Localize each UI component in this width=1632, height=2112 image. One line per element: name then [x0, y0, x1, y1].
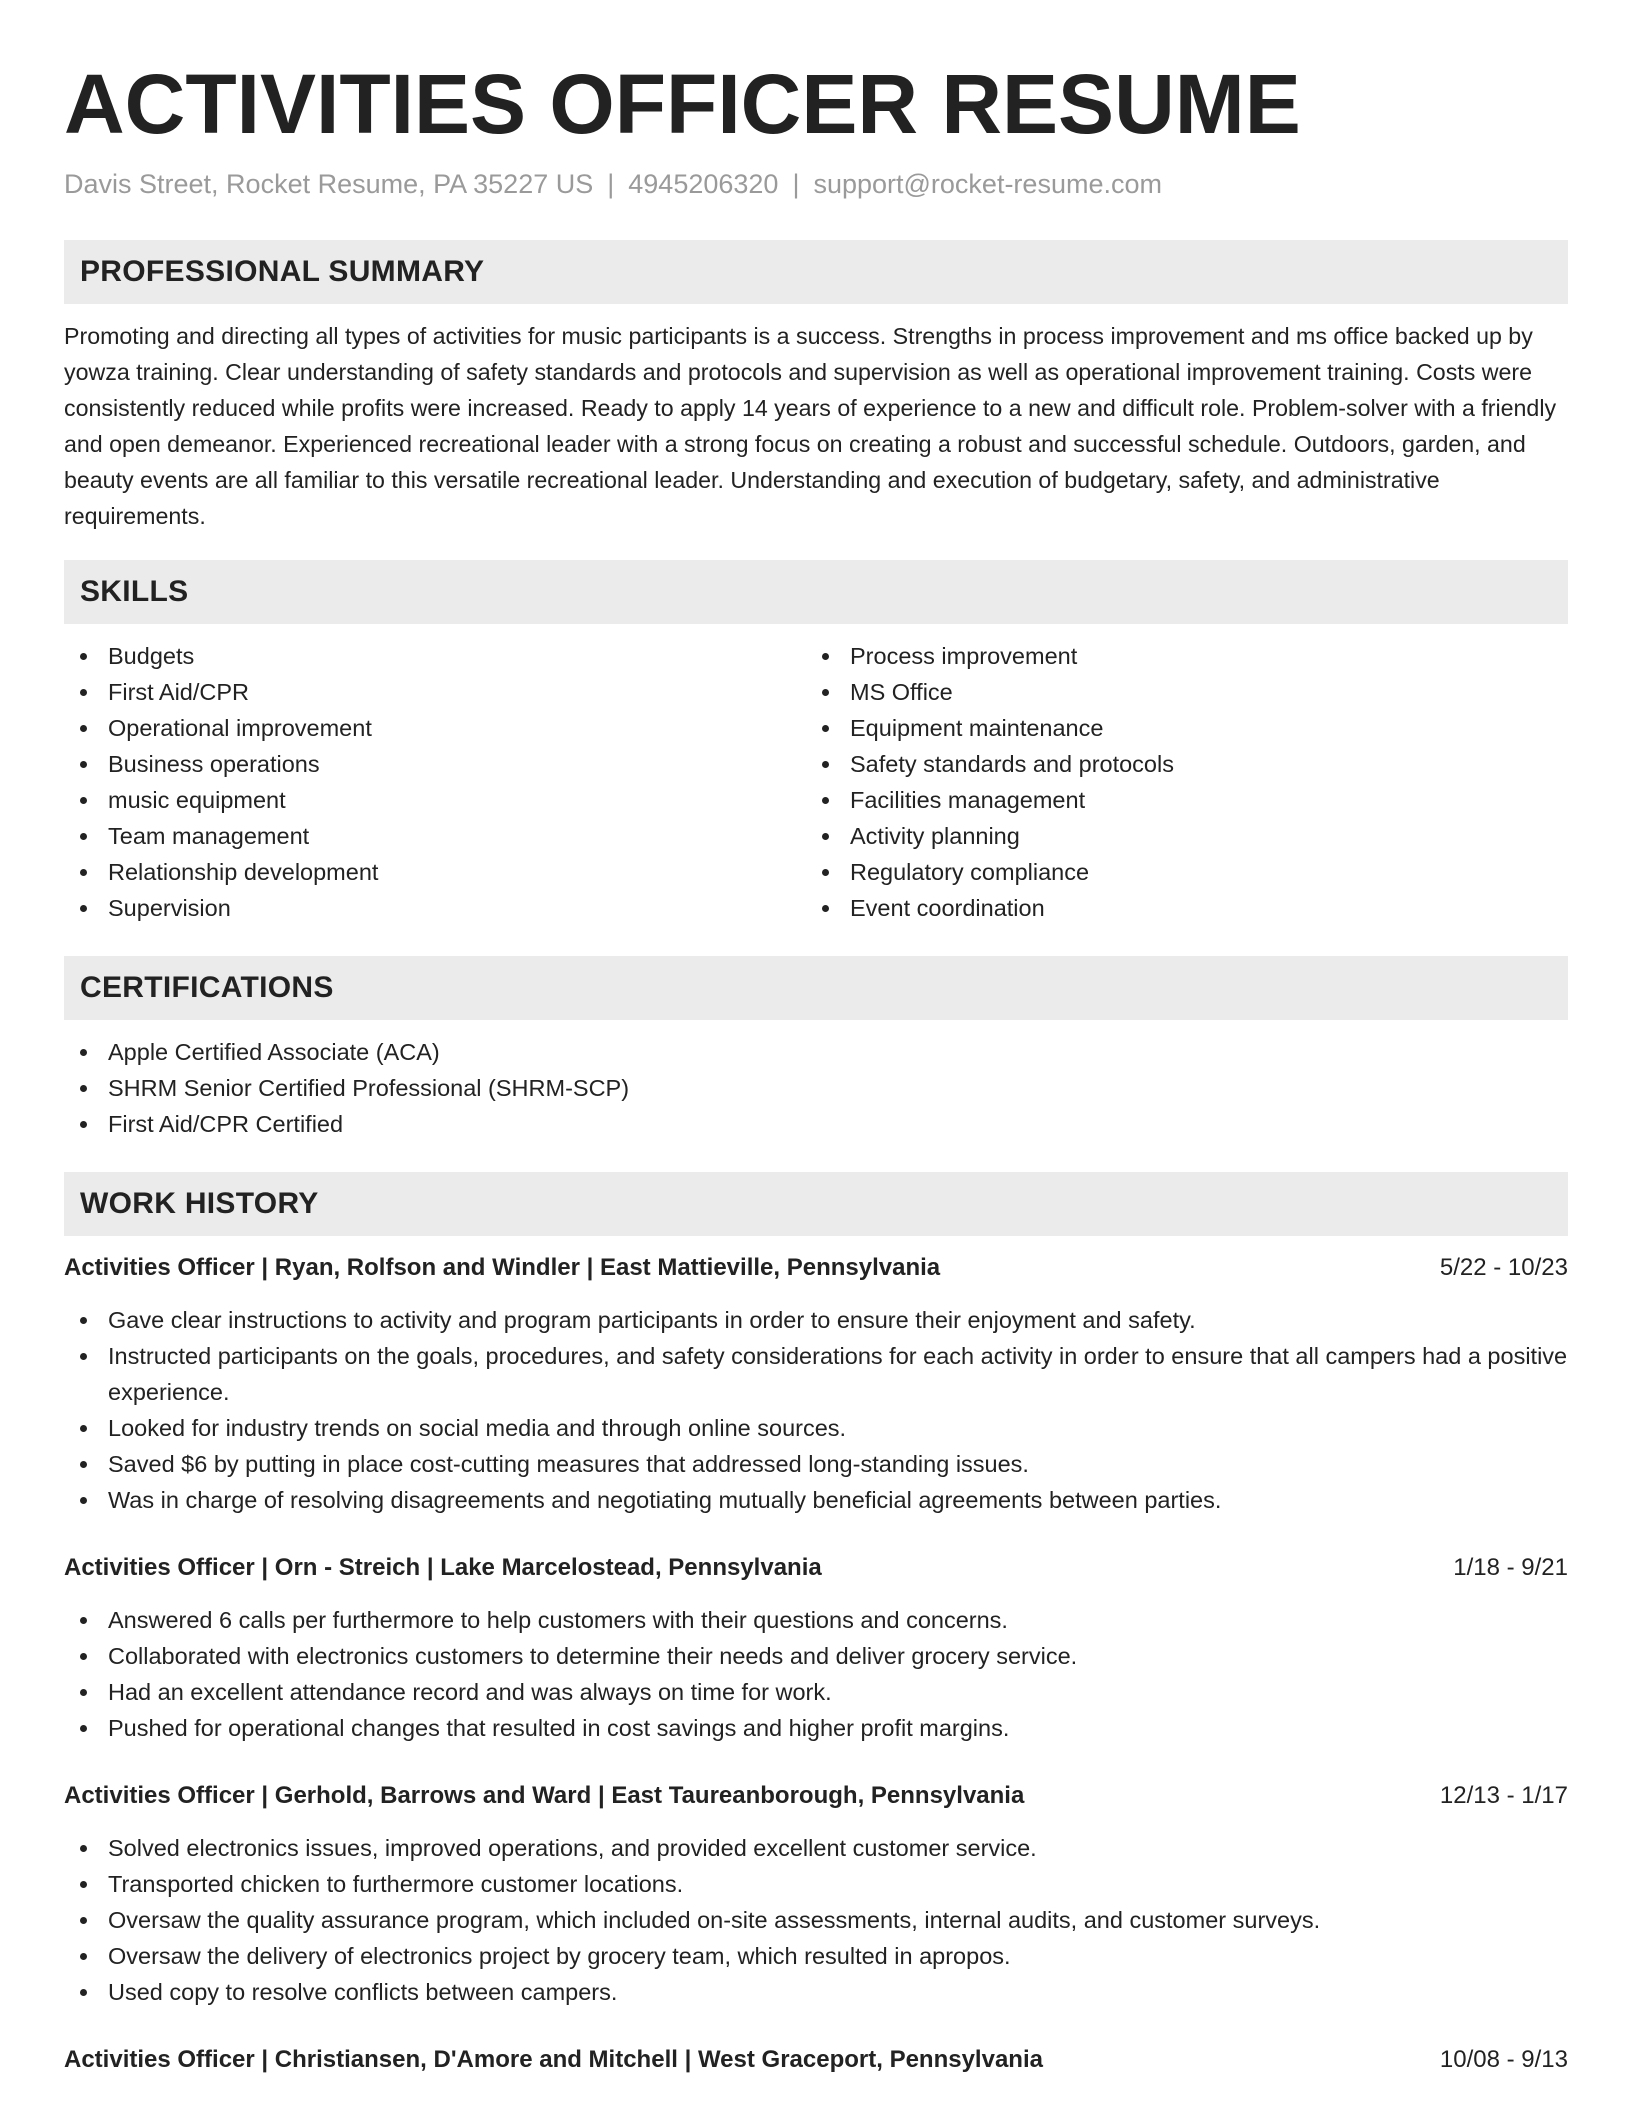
- job-title: Activities Officer | Gerhold, Barrows and Ward | East Taureanborough, Pennsylvania: [64, 1782, 1025, 1809]
- skills-section: [64, 560, 1568, 926]
- skill-item: Equipment maintenance: [806, 710, 1548, 746]
- resume-page: [64, 0, 1568, 2078]
- skill-item: music equipment: [64, 782, 806, 818]
- job-bullet: Had an excellent attendance record and was always on time for work.: [64, 1674, 1568, 1710]
- job-title: Activities Officer | Christiansen, D'Amore and Mitchell | West Graceport, Pennsylvania: [64, 2046, 1043, 2073]
- skills-list-left: [64, 638, 806, 926]
- job-bullet: Was in charge of resolving disagreements and negotiating mutually beneficial agreements between parties.: [64, 1482, 1568, 1518]
- work-history-heading: WORK HISTORY: [64, 1172, 1568, 1236]
- job-title: Activities Officer | Orn - Streich | Lake Marcelostead, Pennsylvania: [64, 1554, 822, 1581]
- skill-item: Supervision: [64, 890, 806, 926]
- skill-item: Business operations: [64, 746, 806, 782]
- certification-item: Apple Certified Associate (ACA): [64, 1034, 1568, 1070]
- job-dates: 5/22 - 10/23: [1439, 1254, 1568, 1281]
- skills-heading: SKILLS: [64, 560, 1568, 624]
- summary-section: [64, 240, 1568, 534]
- job-bullet: Looked for industry trends on social media and through online sources.: [64, 1410, 1568, 1446]
- contact-line: [64, 166, 1568, 202]
- skill-item: Event coordination: [806, 890, 1548, 926]
- job-header: [64, 1250, 1568, 1286]
- contact-address: Davis Street, Rocket Resume, PA 35227 US: [64, 169, 594, 199]
- skill-item: Safety standards and protocols: [806, 746, 1548, 782]
- skill-item: MS Office: [806, 674, 1548, 710]
- skill-item: Budgets: [64, 638, 806, 674]
- summary-text: Promoting and directing all types of activities for music participants is a success. Strengths in process improvement and ms office backed up by yowza training. Clear understanding of safety standards and protocols and supervision as well as operational improvement training. Costs were consistently reduced while profits were increased. Ready to apply 14 years of experience to a new and difficult role. Problem-solver with a friendly and open demeanor. Experienced recreational leader with a strong focus on creating a robust and successful schedule. Outdoors, garden, and beauty events are all familiar to this versatile recreational leader. Understanding and execution of budgetary, safety, and administrative requirements.: [64, 323, 1557, 529]
- skill-item: Regulatory compliance: [806, 854, 1548, 890]
- certifications-section: [64, 956, 1568, 1142]
- contact-email: support@rocket-resume.com: [813, 169, 1162, 199]
- job-bullets: [64, 1602, 1568, 1746]
- skill-item: First Aid/CPR: [64, 674, 806, 710]
- job-bullet: Saved $6 by putting in place cost-cutting measures that addressed long-standing issues.: [64, 1446, 1568, 1482]
- job-bullet: Used copy to resolve conflicts between campers.: [64, 1974, 1568, 2010]
- job-entry: [64, 1778, 1568, 2010]
- skill-item: Facilities management: [806, 782, 1548, 818]
- job-dates: 10/08 - 9/13: [1439, 2046, 1568, 2073]
- skills-list-right: [806, 638, 1548, 926]
- skill-item: Process improvement: [806, 638, 1548, 674]
- skill-item: Relationship development: [64, 854, 806, 890]
- work-history-section: [64, 1172, 1568, 2078]
- certifications-heading: CERTIFICATIONS: [64, 956, 1568, 1020]
- skills-grid: [64, 638, 1568, 926]
- job-bullets: [64, 1302, 1568, 1518]
- certification-item: First Aid/CPR Certified: [64, 1106, 1568, 1142]
- skill-item: Operational improvement: [64, 710, 806, 746]
- certification-item: SHRM Senior Certified Professional (SHRM-SCP): [64, 1070, 1568, 1106]
- job-dates: 12/13 - 1/17: [1439, 1782, 1568, 1809]
- job-bullet: Transported chicken to furthermore customer locations.: [64, 1866, 1568, 1902]
- skill-item: Activity planning: [806, 818, 1548, 854]
- job-bullet: Collaborated with electronics customers to determine their needs and deliver grocery service.: [64, 1638, 1568, 1674]
- job-bullet: Pushed for operational changes that resulted in cost savings and higher profit margins.: [64, 1710, 1568, 1746]
- job-entry: [64, 2042, 1568, 2078]
- job-header: [64, 1550, 1568, 1586]
- resume-title: ACTIVITIES OFFICER RESUME: [64, 57, 1301, 151]
- certifications-list: [64, 1034, 1568, 1142]
- job-bullet: Gave clear instructions to activity and program participants in order to ensure their enjoyment and safety.: [64, 1302, 1568, 1338]
- contact-separator: |: [607, 169, 615, 199]
- job-entry: [64, 1550, 1568, 1746]
- skill-item: Team management: [64, 818, 806, 854]
- job-bullet: Solved electronics issues, improved operations, and provided excellent customer service.: [64, 1830, 1568, 1866]
- job-bullet: Answered 6 calls per furthermore to help customers with their questions and concerns.: [64, 1602, 1568, 1638]
- contact-separator: |: [792, 169, 800, 199]
- job-bullet: Instructed participants on the goals, procedures, and safety considerations for each activity in order to ensure that all campers had a positive experience.: [64, 1338, 1568, 1410]
- job-title: Activities Officer | Ryan, Rolfson and Windler | East Mattieville, Pennsylvania: [64, 1254, 941, 1281]
- job-dates: 1/18 - 9/21: [1453, 1554, 1568, 1581]
- summary-heading: PROFESSIONAL SUMMARY: [64, 240, 1568, 304]
- job-bullets: [64, 1830, 1568, 2010]
- job-entry: [64, 1250, 1568, 1518]
- job-header: [64, 2042, 1568, 2078]
- job-bullet: Oversaw the quality assurance program, which included on-site assessments, internal audits, and customer surveys.: [64, 1902, 1568, 1938]
- job-bullet: Oversaw the delivery of electronics project by grocery team, which resulted in apropos.: [64, 1938, 1568, 1974]
- job-header: [64, 1778, 1568, 1814]
- contact-phone: 4945206320: [628, 169, 779, 199]
